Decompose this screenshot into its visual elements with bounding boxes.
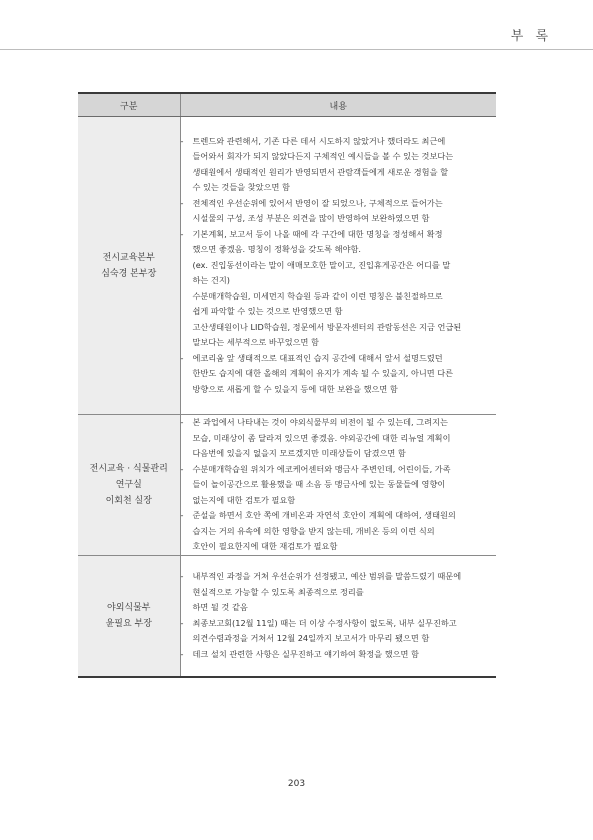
column-header-category: 구분 xyxy=(78,93,180,117)
list-item xyxy=(181,134,497,196)
list-item xyxy=(181,508,497,555)
table-row xyxy=(78,415,496,556)
opinion-text-line: 쉽게 파악할 수 있는 것으로 반영했으면 함 xyxy=(192,306,343,317)
content-cell xyxy=(180,415,496,556)
section-label: 부 록 xyxy=(510,29,552,44)
speaker-name-line: 전시교육 · 식물관리 xyxy=(89,463,168,474)
speaker-cell xyxy=(78,415,180,556)
bullet-dash: - xyxy=(180,352,184,363)
speaker-name-line: 연구실 xyxy=(115,479,142,490)
content-cell xyxy=(180,117,496,415)
opinion-text-line: 생태원에서 생태적인 원리가 반영되면서 관람객들에게 새로운 경험을 할 xyxy=(192,166,448,177)
bullet-dash: - xyxy=(180,135,184,146)
opinion-text-line: 현실적으로 가능할 수 있도록 최종적으로 정리를 xyxy=(192,586,364,597)
opinion-text-line: 수 있는 것들을 찾았으면 함 xyxy=(192,182,290,193)
opinion-text-line: 트렌드와 관련해서, 기존 다른 데서 시도하지 않았거나 했더라도 최근에 xyxy=(192,135,446,146)
bullet-dash: - xyxy=(180,417,184,427)
opinion-text-line: 의견수렴과정을 거쳐서 12월 24일까지 보고서가 마무리 됐으면 함 xyxy=(192,633,430,644)
table-row xyxy=(78,117,496,415)
table-body xyxy=(78,117,496,678)
opinion-text-line: 했으면 좋겠음. 명칭이 정확성을 갖도록 해야함. xyxy=(192,244,361,255)
bullet-dash: - xyxy=(180,510,184,520)
list-item xyxy=(181,227,497,351)
bullet-dash: - xyxy=(180,617,184,628)
opinion-text-line: 준설을 하면서 호안 쪽에 개비온과 자연석 호안이 계획에 대하여, 생태원의 xyxy=(192,510,456,520)
column-header-content: 내용 xyxy=(180,93,496,117)
bullet-dash: - xyxy=(180,228,184,239)
speaker-name-line: 심숙경 본부장 xyxy=(101,268,157,279)
opinion-text-line: 고산생태원이나 LID학습원, 정문에서 방문자센터의 관람동선은 지금 언급된 xyxy=(192,321,462,332)
opinion-text-line: 본 과업에서 나타내는 것이 야외식물부의 비전이 될 수 있는데, 그려지는 xyxy=(192,417,448,427)
opinions-table xyxy=(78,92,496,678)
speaker-cell xyxy=(78,555,180,677)
opinion-text-line: 하는 건지) xyxy=(192,275,230,286)
table-header-row xyxy=(78,93,496,117)
content-cell xyxy=(180,555,496,677)
opinion-text-line: 수분매개학습원 위치가 에코케어센터와 맹금사 주변인데, 어린이들, 가족 xyxy=(192,463,451,474)
opinion-text-line: 전체적인 우선순위에 있어서 반영이 잘 되었으나, 구체적으로 들어가는 xyxy=(192,197,443,208)
bullet-dash: - xyxy=(180,648,184,659)
header-divider xyxy=(0,49,593,50)
list-item xyxy=(181,351,497,398)
speaker-name-line: 윤필요 부장 xyxy=(105,618,152,629)
bullet-dash: - xyxy=(180,463,184,474)
opinion-text-line: 말보다는 세부적으로 바꾸었으면 함 xyxy=(192,337,319,348)
opinion-text-line: 데크 설치 관련한 사항은 실무진하고 얘기하여 확정을 했으면 함 xyxy=(192,648,419,659)
list-item xyxy=(181,196,497,227)
opinion-text-line: 다음번에 있을지 없을지 모르겠지만 미래상들이 담겼으면 함 xyxy=(192,448,406,458)
bullet-dash: - xyxy=(180,571,184,582)
speaker-cell xyxy=(78,117,180,415)
opinion-text-line: (ex. 진입동선이라는 말이 애매모호한 말이고, 진입휴게공간은 어디를 말 xyxy=(192,259,451,270)
opinion-text-line: 수분매개학습원, 미세먼지 학습원 등과 같이 이런 명칭은 불친절하므로 xyxy=(192,290,443,301)
opinion-text-line: 모습, 미래상이 좀 달라져 있으면 좋겠음. 야외공간에 대한 리뉴얼 계획이 xyxy=(192,432,451,443)
speaker-name-line: 이회천 실장 xyxy=(105,495,152,506)
bullet-dash: - xyxy=(180,197,184,208)
speaker-name-line: 야외식물부 xyxy=(107,602,151,613)
table-row xyxy=(78,555,496,677)
opinion-text-line: 들어와서 회자가 되지 않았다든지 구체적인 예시들을 볼 수 있는 것보다는 xyxy=(192,151,454,162)
opinion-text-line: 내부적인 과정을 거쳐 우선순위가 선정됐고, 예산 범위를 말씀드렸기 때문에 xyxy=(192,571,462,582)
opinion-text-line: 기본계획, 보고서 등이 나올 때에 각 구간에 대한 명칭을 정성해서 확정 xyxy=(192,228,443,239)
opinion-text-line: 최종보고회(12월 11일) 때는 더 이상 수정사항이 없도록, 내부 실무진하고 xyxy=(192,617,457,628)
opinion-list xyxy=(181,569,497,662)
opinion-list xyxy=(181,415,497,555)
opinion-text-line: 호안이 필요한지에 대한 재검토가 필요함 xyxy=(192,541,338,551)
opinion-text-line: 한반도 습지에 대한 올해의 계획이 유지가 계속 될 수 있을지, 아니면 다른 xyxy=(192,368,454,379)
list-item xyxy=(181,647,497,663)
opinion-text-line: 방향으로 새롭게 할 수 있을지 등에 대한 보완을 했으면 함 xyxy=(192,383,398,394)
list-item xyxy=(181,616,497,647)
opinion-text-line: 하면 될 것 같음 xyxy=(192,602,248,613)
opinion-text-line: 시설물의 구성, 조성 부분은 의견을 많이 반영하여 보완하였으면 함 xyxy=(192,213,430,224)
speaker-name-line: 전시교육본부 xyxy=(102,252,155,263)
opinion-text-line: 에코리움 앞 생태적으로 대표적인 습지 공간에 대해서 앞서 설명드렸던 xyxy=(192,352,443,363)
list-item xyxy=(181,462,497,509)
opinion-list xyxy=(181,134,497,398)
opinion-text-line: 없는지에 대한 검토가 필요함 xyxy=(192,494,296,505)
list-item xyxy=(181,415,497,462)
opinion-text-line: 들이 놀이공간으로 활용했을 때 소음 등 맹금사에 있는 동물들에 영향이 xyxy=(192,479,446,489)
list-item xyxy=(181,569,497,616)
opinion-text-line: 습지는 거의 유속에 의한 영향을 받지 않는데, 개비온 등의 이런 식의 xyxy=(192,525,435,536)
page-number: 203 xyxy=(287,779,306,789)
